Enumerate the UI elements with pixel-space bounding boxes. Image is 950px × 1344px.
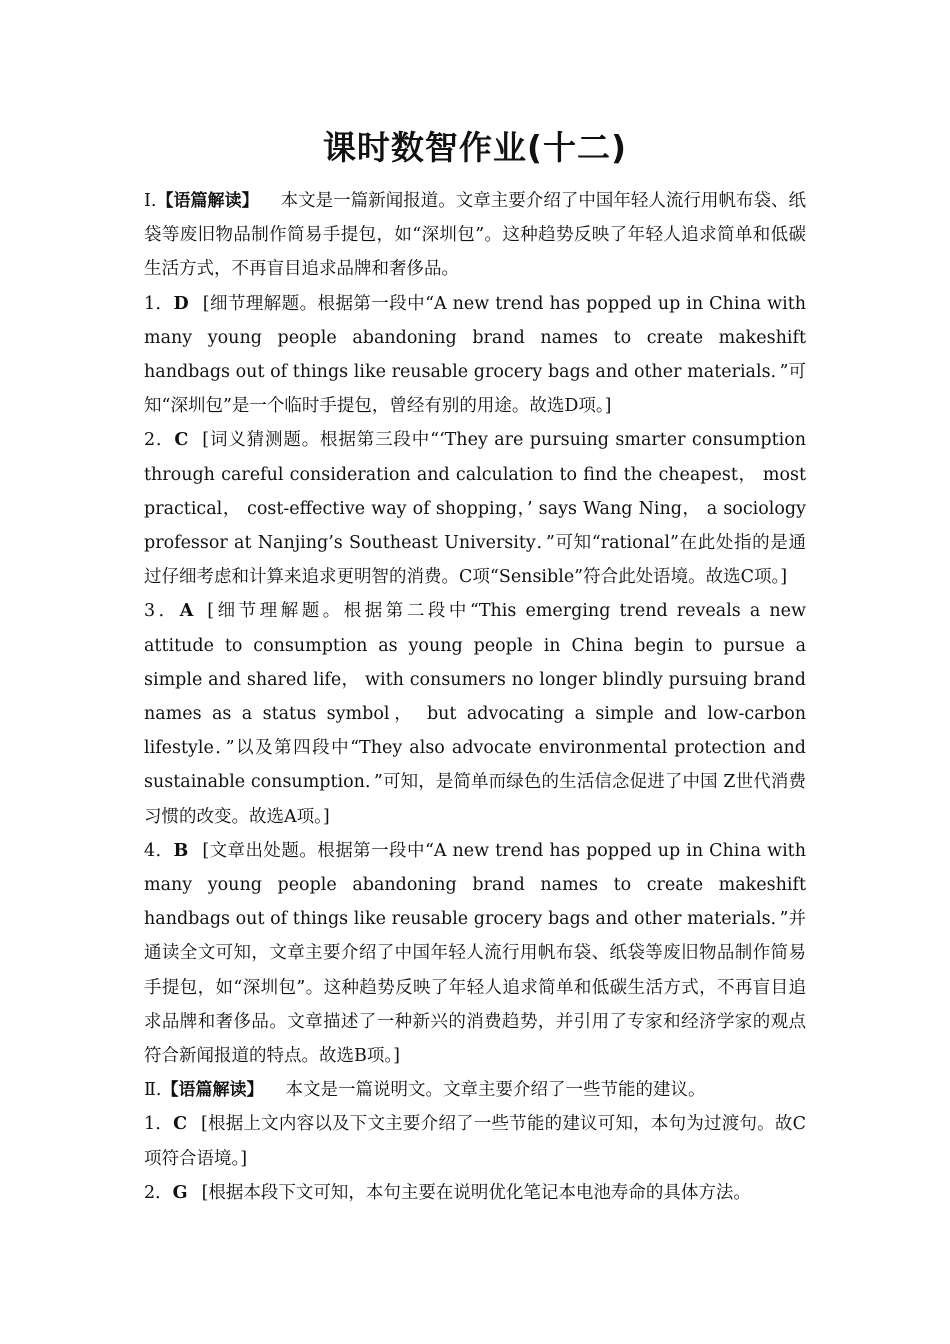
section-1-intro-text: 本文是一篇新闻报道。文章主要介绍了中国年轻人流行用帆布袋、纸袋等废旧物品制作简易手提包，如“深圳包”。这种趋势反映了年轻人追求简单和低碳生活方式，不再盲目追求品牌和奢侈品。: [144, 191, 807, 280]
section-1-item-1: [144, 287, 806, 424]
section-1-item-2: [144, 423, 806, 594]
section-2-tag: 【语篇解读】: [161, 1080, 264, 1101]
item-answer: D: [173, 293, 189, 314]
item-number: 2．: [144, 1182, 173, 1203]
item-number: 2．: [144, 430, 175, 451]
section-1-tag: 【语篇解读】: [156, 191, 259, 211]
item-number: 4．: [144, 840, 174, 861]
item-explanation: [根据本段下文可知，本句主要在说明优化笔记本电池寿命的具体方法。: [201, 1182, 751, 1203]
answer-body: [144, 184, 806, 1210]
item-explanation: [文章出处题。根据第一段中“A new trend has popped up in China with many young people abandoning brand names to create makeshift handbags out of things like reusable grocery bags and other materials．”并通读全文可知，文章主要介绍了中国年轻人流行用帆布袋、纸袋等废旧物品制作简易手提包，如“深圳包”。这种趋势反映了年轻人追求简单和低碳生活方式，不再盲目追求品牌和奢侈品。文章描述了一种新兴的消费趋势，并引用了专家和经济学家的观点符合新闻报道的特点。故选B项。]: [144, 840, 806, 1067]
section-1-item-4: [144, 834, 806, 1073]
section-2-item-2: [144, 1176, 806, 1210]
item-answer: A: [179, 601, 194, 622]
item-explanation: [细节理解题。根据第一段中“A new trend has popped up in China with many young people abandoning brand names to create makeshift handbags out of things like reusable grocery bags and other materials．”可知“深圳包”是一个临时手提包，曾经有别的用途。故选D项。]: [144, 293, 806, 417]
item-explanation: [根据上文内容以及下文主要介绍了一些节能的建议可知，本句为过渡句。故C项符合语境。]: [144, 1114, 806, 1169]
page-title: 课时数智作业(十二): [322, 128, 628, 167]
item-number: 1．: [144, 1114, 174, 1135]
item-number: 1．: [144, 293, 174, 314]
section-2-intro-text: 本文是一篇说明文。文章主要介绍了一些节能的建议。: [285, 1080, 706, 1101]
item-answer: G: [172, 1182, 188, 1203]
section-1-item-3: [144, 594, 806, 833]
item-answer: C: [173, 1114, 187, 1135]
section-2-label: Ⅱ.: [144, 1080, 162, 1101]
item-explanation: [细节理解题。根据第二段中“This emerging trend reveals a new attitude to consumption as young people in China begin to pursue a simple and shared life， with consumers no longer blindly pursuing brand names as a status symbol， but advocating a simple and low-carbon lifestyle．”以及第四段中“They also advocate environmental protection and sustainable consumption．”可知，是简单而绿色的生活信念促进了中国 Z世代消费习惯的改变。故选A项。]: [144, 601, 806, 827]
item-number: 3．: [144, 601, 180, 622]
section-1-intro: [144, 184, 806, 287]
item-explanation: [词义猜测题。根据第三段中“‘They are pursuing smarter consumption through careful consideration and calculation to find the cheapest， most practical， cost-effective way of shopping，’ says Wang Ning， a sociology professor at Nanjing’s Southeast University．”可知“rational”在此处指的是通过仔细考虑和计算来追求更明智的消费。C项“Sensible”符合此处语境。故选C项。]: [144, 430, 807, 588]
section-2-intro: [144, 1073, 806, 1107]
item-answer: C: [174, 430, 189, 451]
item-answer: B: [173, 840, 189, 861]
section-2-item-1: [144, 1107, 806, 1175]
section-1-label: Ⅰ.: [144, 191, 157, 211]
